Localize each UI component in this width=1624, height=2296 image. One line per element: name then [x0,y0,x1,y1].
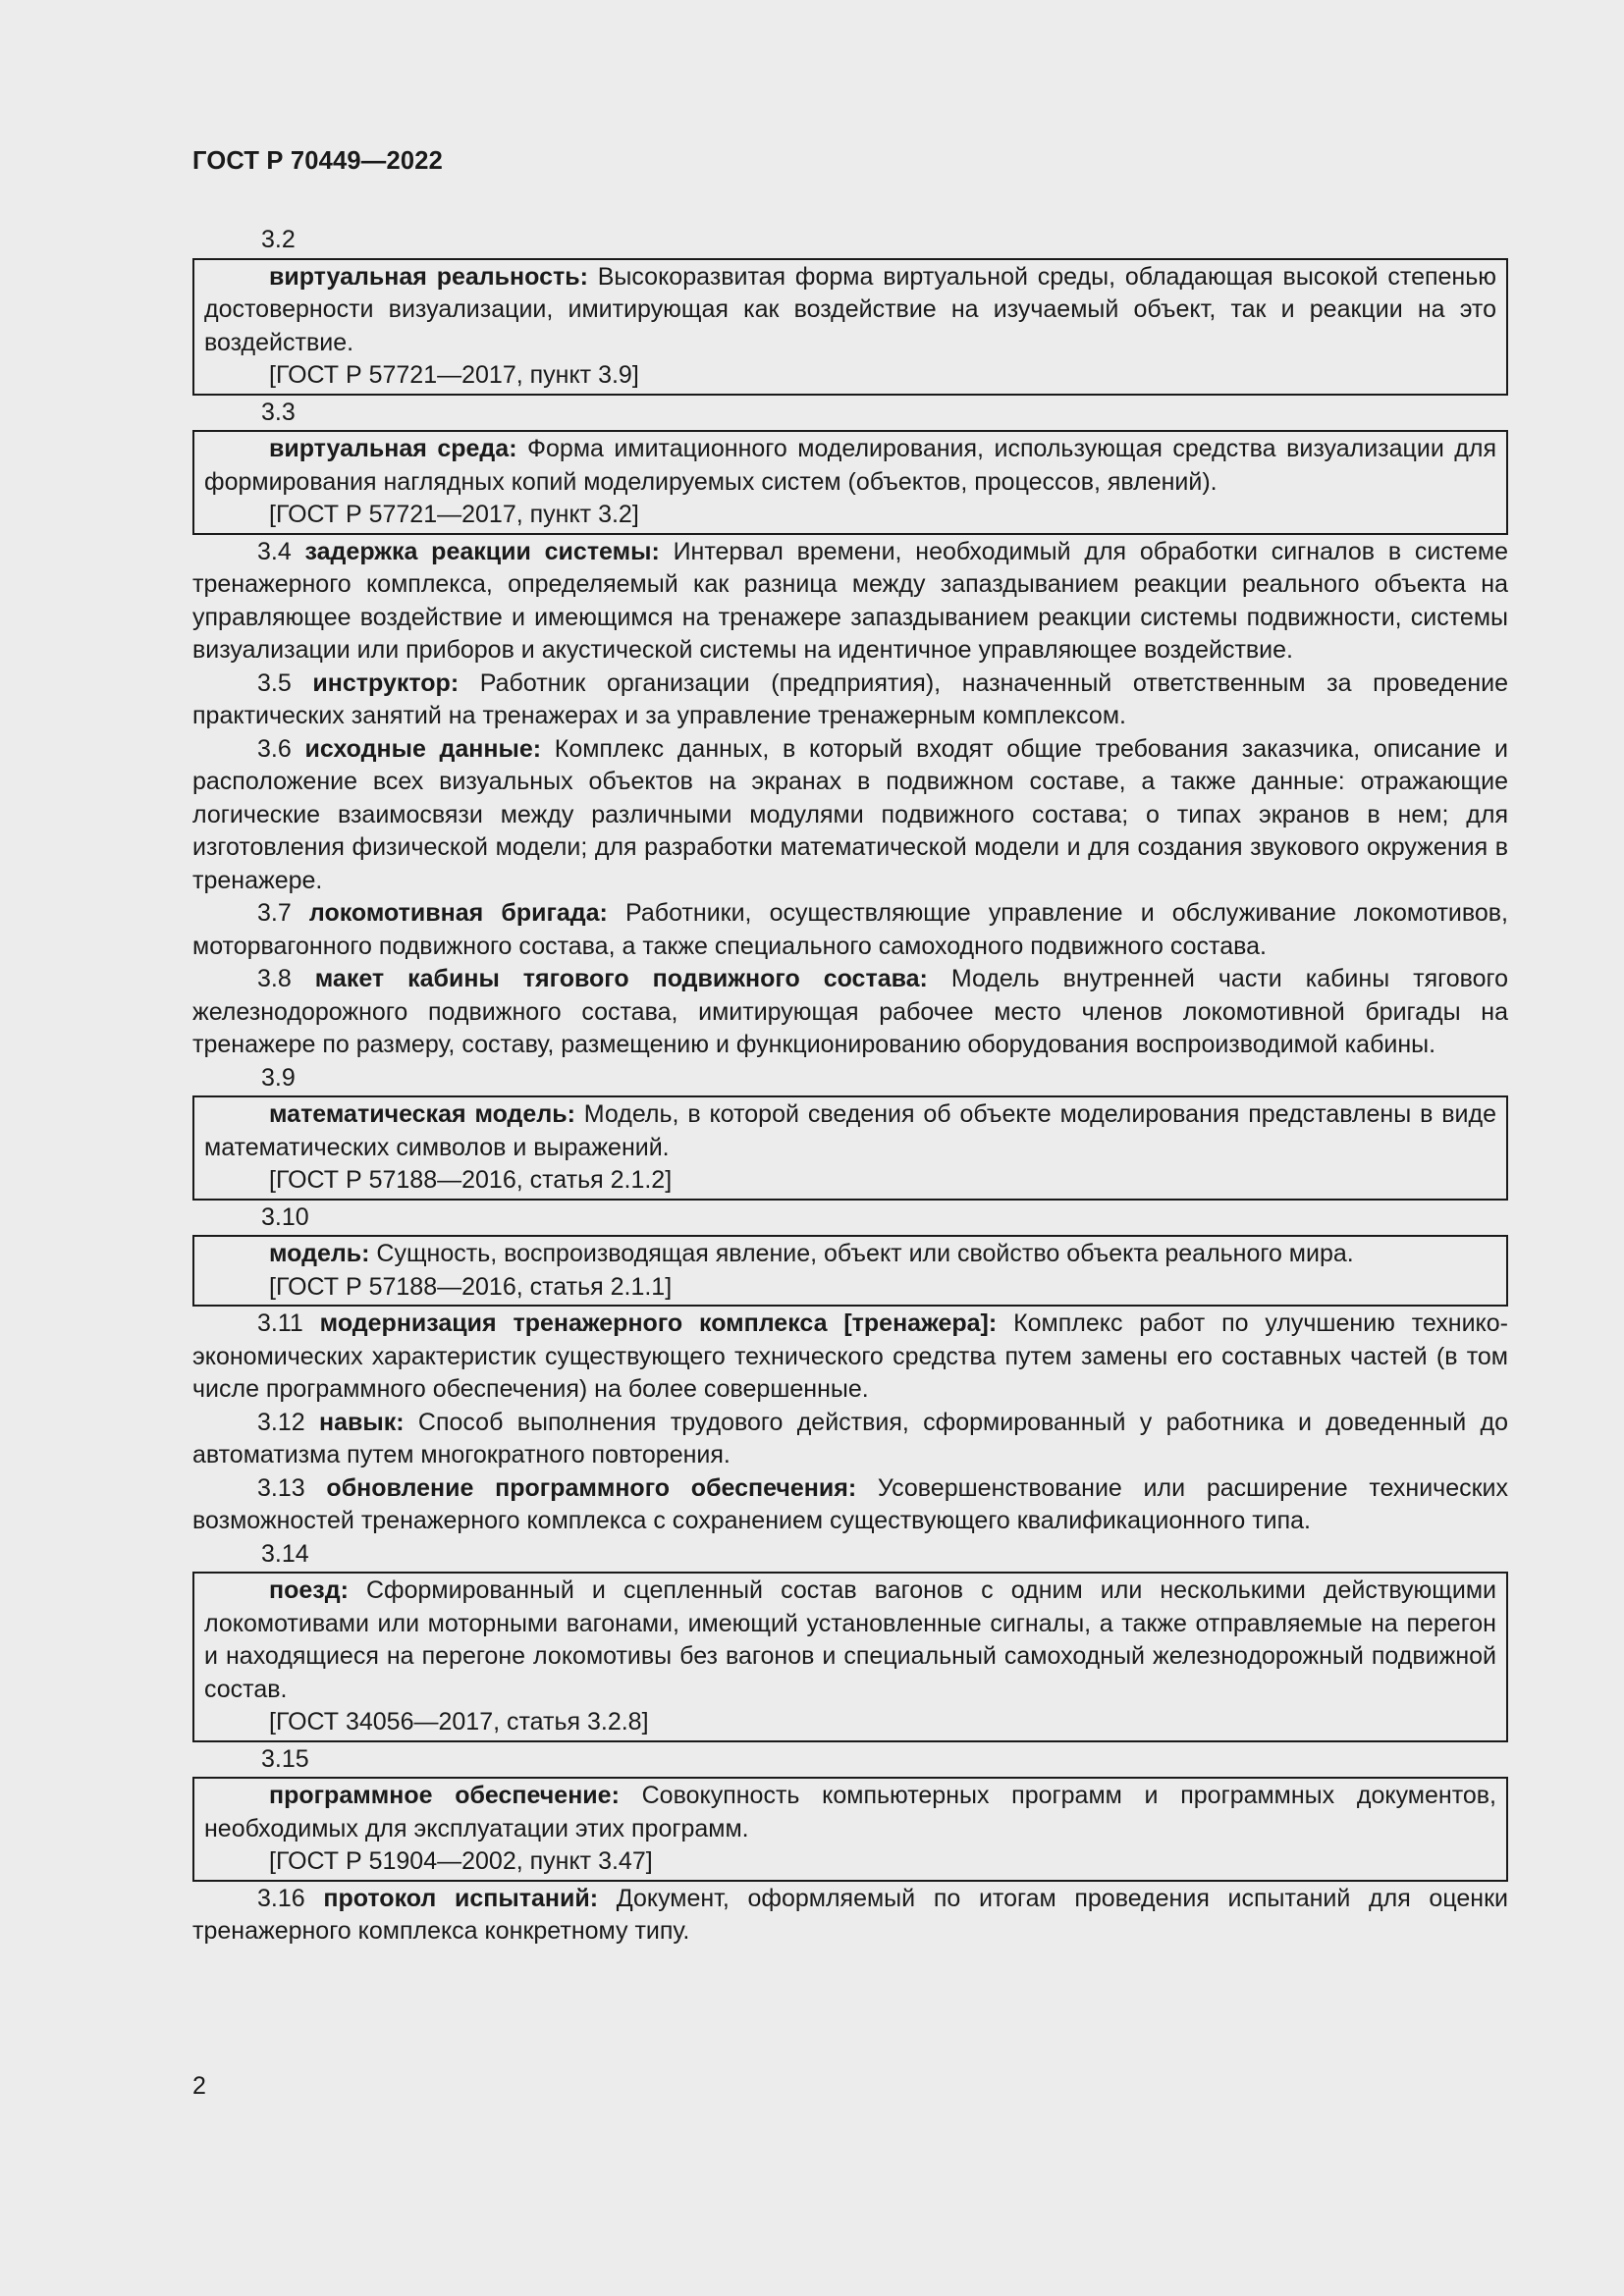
definition-text: Модель внутренней части кабины тягового железнодорожного подвижного состава, имитирующая рабочее место членов локомотивной бригады на тренажере по размеру, составу, размещению и функционированию оборудования воспроизводимой кабины. [192,965,1508,1058]
definition-text: Форма имитационного моделирования, использующая средства визуализации для формирования наглядных копий моделируемых систем (объектов, процессов, явлений). [204,435,1496,496]
term-name: виртуальная реальность: [269,262,588,291]
term-definition [204,1575,1496,1706]
definition-text: Работники, осуществляющие управление и обслуживание локомотивов, моторвагонного подвижного состава, а также специального самоходного подвижного состава. [192,899,1508,960]
definition-text: Высокоразвитая форма виртуальной среды, обладающая высокой степенью достоверности визуализации, имитирующая как воздействие на изучаемый объект, так и реакции на это воздействие. [204,262,1496,356]
quoted-term-box [192,258,1508,396]
entry-number: 3.7 [257,899,292,927]
term-definition [204,261,1496,360]
definition-text: Модель, в которой сведения об объекте моделирования представлены в виде математических символов и выражений. [204,1100,1496,1161]
term-entry [192,897,1508,963]
term-name: макет кабины тягового подвижного состава: [314,965,928,992]
term-entry [192,733,1508,898]
term-entry [192,963,1508,1062]
definition-text: Усовершенствование или расширение технических возможностей тренажерного комплекса с сохранением существующего квалификационного типа. [192,1473,1508,1534]
definition-text: Сформированный и сцепленный состав вагонов с одним или несколькими действующими локомотивами или моторными вагонами, имеющий установленные сигналы, а также отправляемые на перегон и находящиеся на перегоне локомотивы без вагонов и специальный самоходный железнодорожный подвижной состав. [204,1576,1496,1703]
entry-number: 3.14 [261,1539,309,1568]
source-reference: [ГОСТ Р 51904—2002, пункт 3.47] [269,1847,653,1875]
entry-number: 3.10 [261,1202,309,1231]
term-name: виртуальная среда: [269,435,517,462]
term-name: навык: [319,1408,405,1436]
entry-number: 3.6 [257,734,292,763]
term-name: программное обеспечение: [269,1782,620,1809]
entry-number: 3.15 [261,1744,309,1773]
definition-text: Работник организации (предприятия), назначенный ответственным за проведение практических занятий на тренажерах и за управление тренажерным комплексом. [192,668,1508,729]
quoted-term-box [192,430,1508,535]
terms-content [192,224,1508,1949]
definition-text: Способ выполнения трудового действия, сформированный у работника и доведенный до автоматизма путем многократного повторения. [192,1408,1508,1468]
source-reference: [ГОСТ Р 57721—2017, пункт 3.2] [269,501,639,528]
term-definition [204,433,1496,499]
source-reference: [ГОСТ Р 57721—2017, пункт 3.9] [269,361,639,389]
term-name: модель: [269,1240,370,1267]
term-name: математическая модель: [269,1100,575,1128]
term-entry [192,1407,1508,1472]
term-name: протокол испытаний: [323,1884,599,1912]
document-header: ГОСТ Р 70449—2022 [192,147,444,175]
entry-number: 3.12 [257,1408,305,1436]
term-entry [192,1472,1508,1538]
term-definition [204,1780,1496,1845]
definition-text: Комплекс работ по улучшению технико-экономических характеристик существующего технического средства путем замены его составных частей (в том числе программного обеспечения) на более совершенные. [192,1309,1509,1403]
entry-number: 3.11 [257,1309,303,1337]
term-name: инструктор: [312,668,460,697]
term-name: обновление программного обеспечения: [326,1473,857,1502]
quoted-term-box [192,1095,1508,1201]
term-entry [192,1883,1508,1949]
source-reference: [ГОСТ Р 57188—2016, статья 2.1.2] [269,1166,673,1194]
term-entry [192,536,1508,667]
page-number: 2 [192,2072,206,2100]
entry-number: 3.9 [261,1063,296,1092]
entry-number: 3.2 [261,226,296,253]
quoted-term-box [192,1572,1508,1742]
definition-text: Интервал времени, необходимый для обработки сигналов в системе тренажерного комплекса, определяемый как разница между запаздыванием реакции реального объекта на управляющее воздействие и имеющимся на тренажере запаздыванием реакции системы подвижности, системы визуализации или приборов и акустической системы на идентичное управляющее воздействие. [192,537,1508,664]
definition-text: Совокупность компьютерных программ и программных документов, необходимых для эксплуатации этих программ. [204,1782,1496,1842]
quoted-term-box [192,1235,1508,1307]
term-name: локомотивная бригада: [308,899,608,927]
term-entry [192,1308,1508,1407]
source-reference: [ГОСТ 34056—2017, статья 3.2.8] [269,1708,649,1735]
entry-number: 3.5 [257,668,292,697]
term-name: поезд: [269,1576,349,1604]
term-entry [192,667,1508,733]
term-name: модернизация тренажерного комплекса [тренажера]: [319,1309,998,1337]
entry-number: 3.16 [257,1884,305,1912]
term-definition [204,1238,1496,1271]
entry-number: 3.3 [261,398,296,426]
term-name: исходные данные: [304,734,542,763]
term-definition [204,1098,1496,1164]
definition-text: Сущность, воспроизводящая явление, объект или свойство объекта реального мира. [369,1240,1354,1267]
entry-number: 3.4 [257,537,292,565]
definition-text: Документ, оформляемый по итогам проведения испытаний для оценки тренажерного комплекса конкретному типу. [192,1884,1508,1945]
definition-text: Комплекс данных, в который входят общие требования заказчика, описание и расположение всех визуальных объектов на экранах в подвижном составе, а также данные: отражающие логические взаимосвязи между различными модулями подвижного состава; о типах экранов в нем; для изготовления физической модели; для разработки математической модели и для создания звукового окружения в тренажере. [192,734,1508,894]
entry-number: 3.13 [257,1473,305,1502]
source-reference: [ГОСТ Р 57188—2016, статья 2.1.1] [269,1272,673,1301]
entry-number: 3.8 [257,965,292,992]
term-name: задержка реакции системы: [304,537,660,565]
quoted-term-box [192,1777,1508,1882]
